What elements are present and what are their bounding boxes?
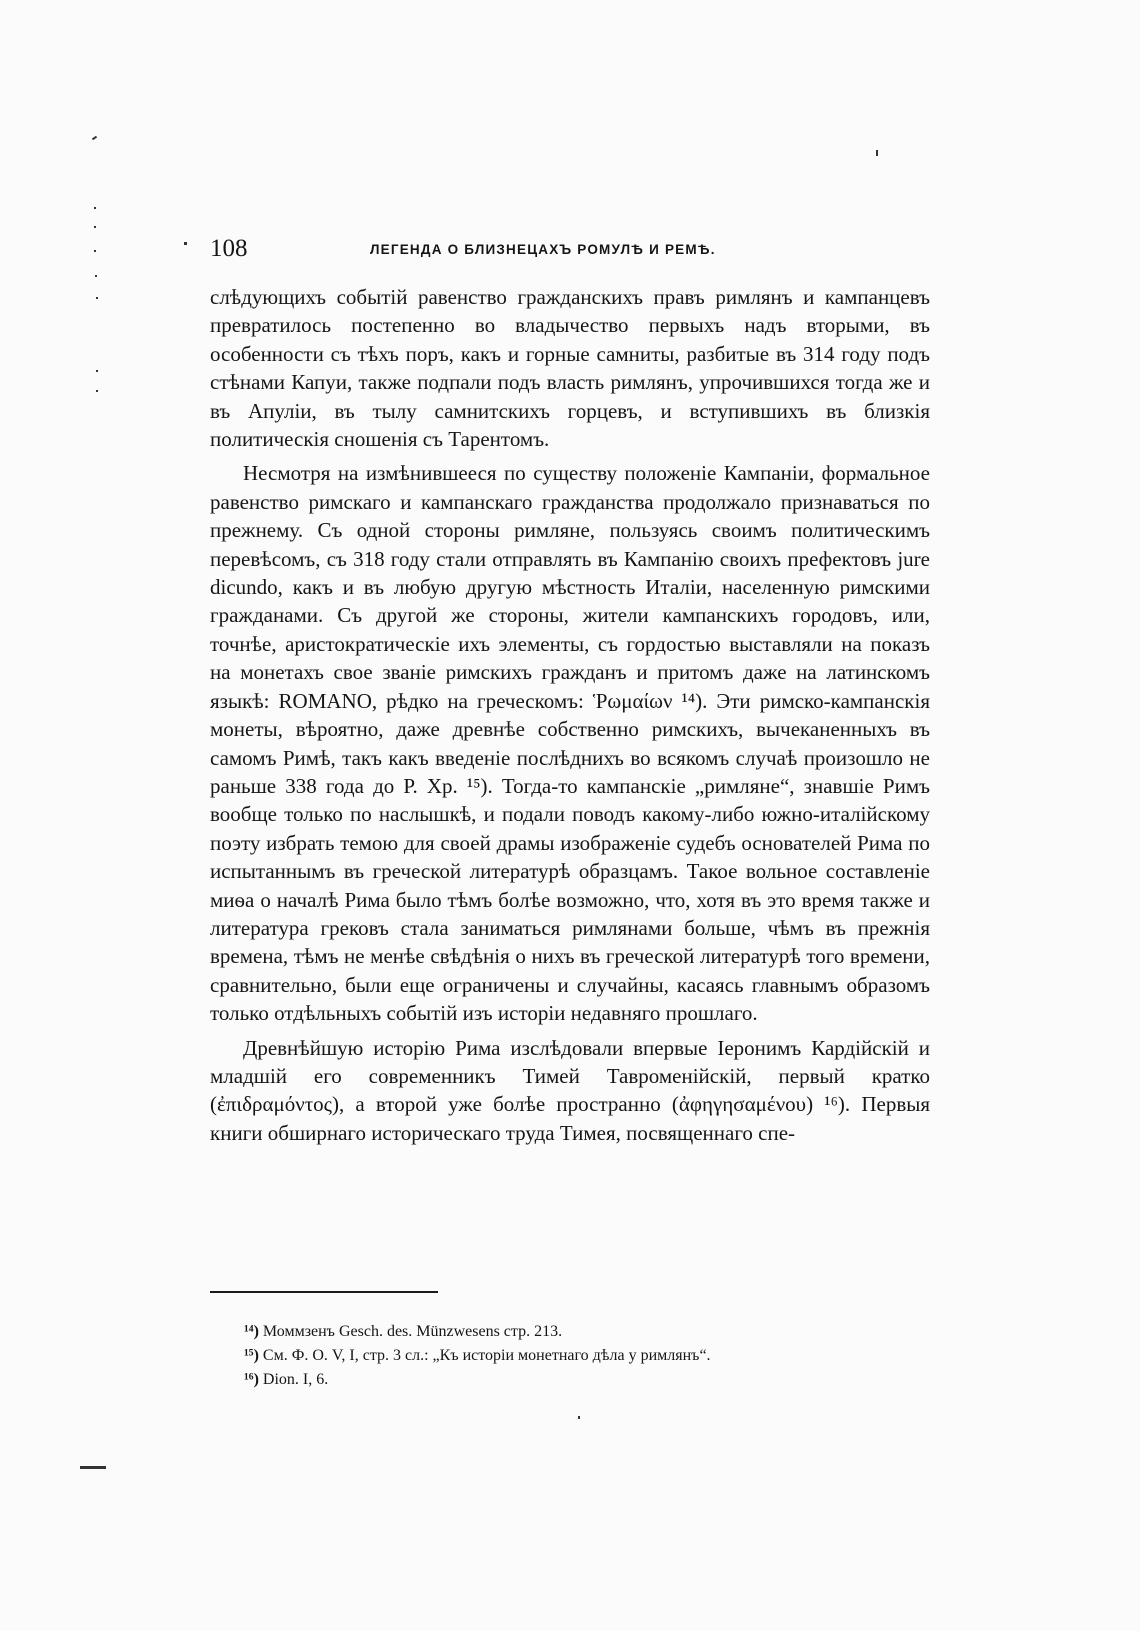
speck [578,1416,580,1419]
footnote-text: Моммзенъ Gesch. des. Münzwesens стр. 213. [262,1323,563,1340]
footnote-15 [244,1344,924,1368]
footnote-16 [244,1368,924,1392]
speck [184,242,187,245]
footnote-mark: ¹⁴) [244,1323,259,1340]
footnote-text: См. Ф. О. V, I, стр. 3 сл.: „Къ исторіи монетнаго дѣла у римлянъ“. [262,1347,711,1364]
footnotes [244,1320,924,1392]
footnote-text: Dion. I, 6. [262,1371,329,1388]
footnote-divider [210,1291,438,1293]
page-number: 108 [210,235,248,262]
paragraph-historians: Древнѣйшую исторію Рима изслѣдовали впервые Іеронимъ Кардійскій и младшій его современникъ Тимей Тавроменійскій, первый кратко (ἐπιδραμόντος), а второй уже болѣе пространно (ἀφηγησαμένου) ¹⁶). Первыя книги обширнаго историческаго труда Тимея, посвященнаго спе- [210,1035,930,1145]
speck [95,275,97,277]
speck [92,136,97,141]
paragraph-continuation: слѣдующихъ событій равенство гражданскихъ правъ римлянъ и кампанцевъ превратилось постепенно во владычество первыхъ надъ вторыми, въ особенности съ тѣхъ поръ, какъ и горные самниты, разбитые въ 314 году подъ стѣнами Капуи, также подпали подъ власть римлянъ, упрочившихся тогда же и въ Апуліи, въ тылу самнитскихъ горцевъ, и вступившихъ въ близкія политическія сношенія съ Тарентомъ. [210,285,930,452]
speck [94,226,96,228]
speck [94,250,96,252]
page-header [210,234,930,268]
speck [96,297,98,299]
speck [94,207,96,209]
speck [96,390,98,392]
speck [96,370,98,372]
running-title: ЛЕГЕНДА О БЛИЗНЕЦАХЪ РОМУЛѢ И РЕМѢ. [370,242,716,257]
speck [80,1466,106,1469]
paragraph-campania: Несмотря на измѣнившееся по существу положеніе Кампаніи, формальное равенство римскаго и кампанскаго гражданства продолжало признаваться по прежнему. Съ одной стороны римляне, пользуясь своимъ политическимъ перевѣсомъ, съ 318 году стали отправлять въ Кампанію своихъ префектовъ jure dicundo, какъ и въ любую другую мѣстность Италіи, населенную римскими гражданами. Съ другой же стороны, жители кампанскихъ городовъ, или, точнѣе, аристократическіе ихъ элементы, съ гордостью выставляли на показъ на монетахъ свое званіе римскихъ гражданъ и притомъ даже на латинскомъ языкѣ: ROMANO, рѣдко на греческомъ: Ῥωμαίων ¹⁴). Эти римско-кампанскія монеты, вѣроятно, даже древнѣе собственно римскихъ, вычеканенныхъ въ самомъ Римѣ, такъ какъ введеніе послѣднихъ во всякомъ случаѣ произошло не раньше 338 года до Р. Хр. ¹⁵). Тогда-то кампанскіе „римляне“, знавшіе Римъ вообще только по наслышкѣ, и подали поводъ какому-либо южно-италійскому поэту избрать темою для своей драмы изображеніе судебъ основателей Рима по испытаннымъ въ греческой литературѣ образцамъ. Такое вольное составленіе миѳа о началѣ Рима было тѣмъ болѣе возможно, что, хотя въ это время также и литература грековъ стала заниматься римлянами больше, чѣмъ въ прежнія времена, тѣмъ не менѣе свѣдѣнія о нихъ въ греческой литературѣ того времени, сравнительно, были еще ограничены и случайны, касаясь главнымъ образомъ только отдѣльныхъ событій изъ исторіи недавняго прошлаго. [210,461,930,1026]
footnote-14 [244,1320,924,1344]
main-text [210,283,930,1153]
footnote-mark: ¹⁵) [244,1347,259,1364]
speck [876,150,878,156]
footnote-mark: ¹⁶) [244,1371,259,1388]
